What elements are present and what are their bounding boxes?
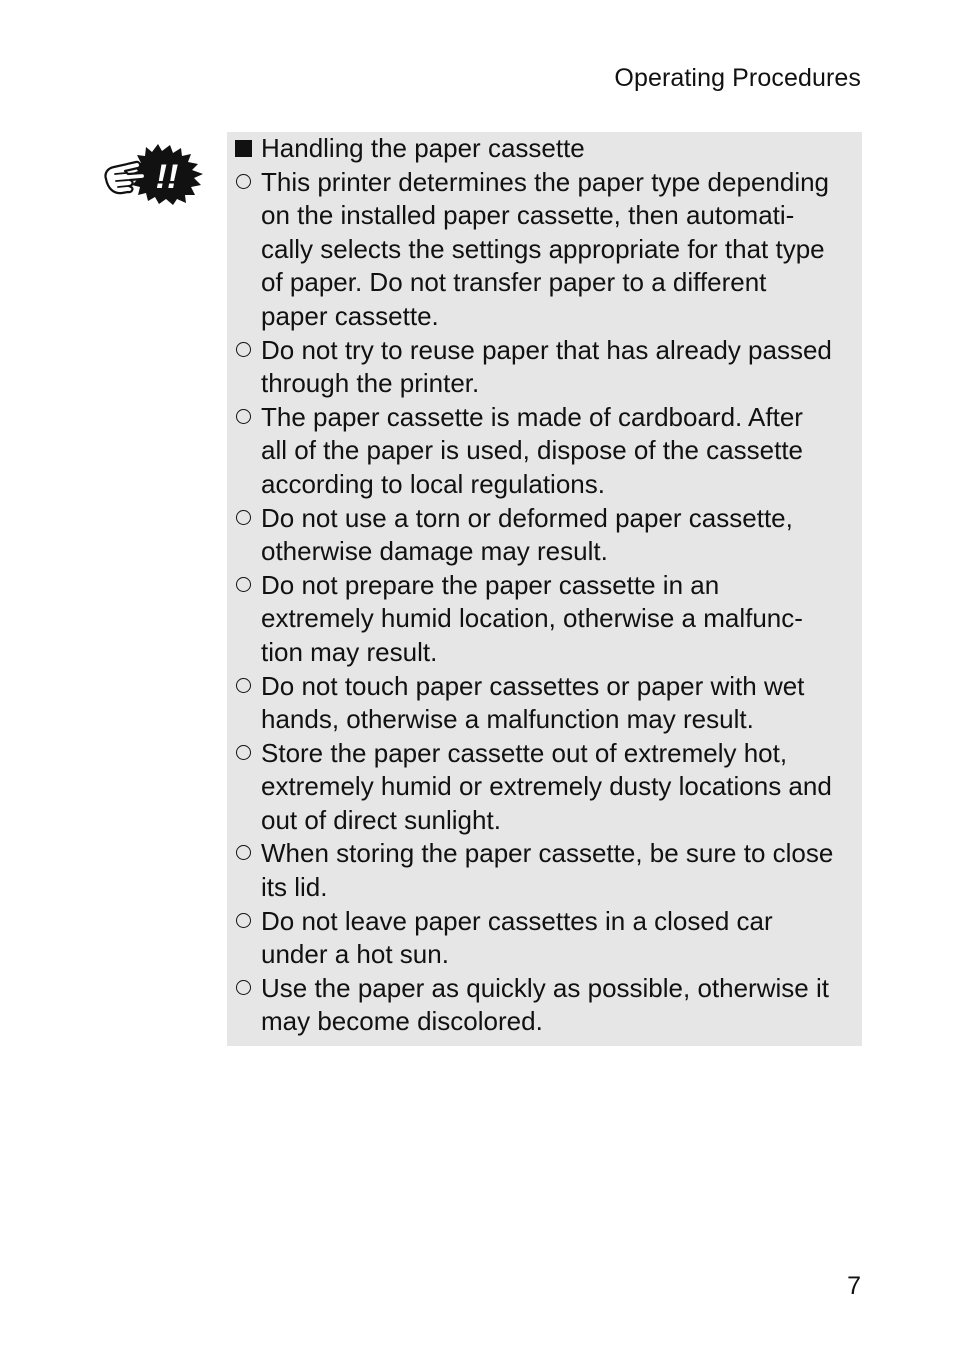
note-line: of paper. Do not transfer paper to a different [261,267,767,298]
note-line: cally selects the settings appropriate for that type [261,233,825,264]
note-heading-text: Handling the paper cassette [261,133,585,163]
note-line: When storing the paper cassette, be sure to close [261,838,834,869]
running-header: Operating Procedures [614,64,861,92]
circle-bullet-icon [236,174,251,189]
circle-bullet-icon [236,980,251,995]
square-bullet-icon [235,140,252,157]
note-list-item [235,670,852,737]
note-line: its lid. [261,872,328,903]
note-list-item [235,737,852,838]
note-line: paper cassette. [261,300,439,331]
page-number: 7 [847,1272,861,1300]
handling-note-box [227,132,862,1046]
circle-bullet-icon [236,510,251,525]
circle-bullet-icon [236,913,251,928]
pointing-hand-exclamation-icon [100,143,210,205]
circle-bullet-icon [236,845,251,860]
note-line: extremely humid or extremely dusty locations and [261,771,832,802]
note-line: out of direct sunlight. [261,804,501,835]
note-line: Do not prepare the paper cassette in an [261,569,720,600]
note-line: Do not try to reuse paper that has already passed [261,334,832,365]
note-line: hands, otherwise a malfunction may result. [261,704,754,735]
note-line: Use the paper as quickly as possible, otherwise it [261,972,829,1003]
note-line: on the installed paper cassette, then automati- [261,200,795,231]
note-line: through the printer. [261,368,480,399]
circle-bullet-icon [236,577,251,592]
note-line: may become discolored. [261,1006,543,1037]
note-line: according to local regulations. [261,468,605,499]
note-list-item [235,972,852,1039]
note-line: Store the paper cassette out of extremely hot, [261,737,788,768]
note-list-item [235,905,852,972]
note-list [235,166,852,1039]
note-list-item [235,502,852,569]
note-line: Do not use a torn or deformed paper cassette, [261,502,793,533]
note-line: This printer determines the paper type depending [261,166,830,197]
note-line: Do not touch paper cassettes or paper with wet [261,670,805,701]
note-line: The paper cassette is made of cardboard. After [261,401,803,432]
circle-bullet-icon [236,342,251,357]
note-line: extremely humid location, otherwise a malfunc- [261,603,803,634]
note-heading [235,132,852,166]
note-line: all of the paper is used, dispose of the cassette [261,435,804,466]
note-list-item [235,334,852,401]
note-line: tion may result. [261,636,438,667]
circle-bullet-icon [236,745,251,760]
note-list-item [235,401,852,502]
note-list-item [235,837,852,904]
circle-bullet-icon [236,678,251,693]
svg-text:!!: !! [155,158,179,196]
note-line: otherwise damage may result. [261,536,608,567]
note-line: under a hot sun. [261,939,449,970]
note-line: Do not leave paper cassettes in a closed car [261,905,773,936]
circle-bullet-icon [236,409,251,424]
note-list-item [235,569,852,670]
note-list-item [235,166,852,334]
